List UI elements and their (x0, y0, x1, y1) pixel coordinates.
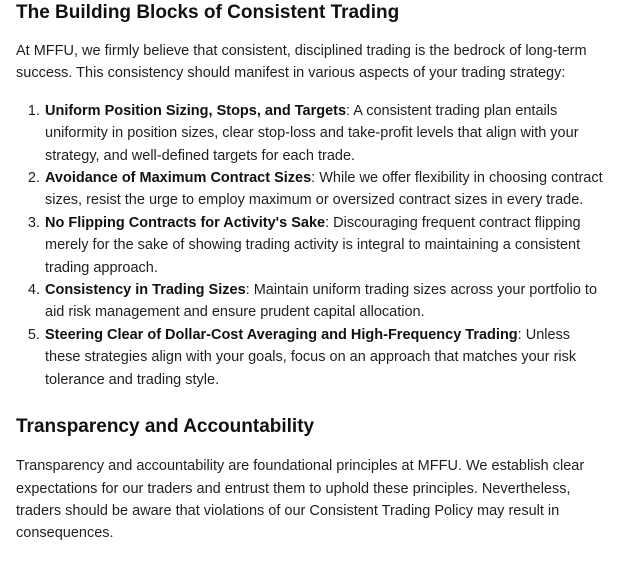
list-item-text: : A consistent trading plan entails uniformity in position sizes, clear stop-loss and take-profit levels that align with your strategy, and well-defined targets for each trade. (45, 102, 579, 164)
section-heading-transparency: Transparency and Accountability (16, 416, 315, 438)
list-item-text: : Maintain uniform trading sizes across your portfolio to aid risk management and ensure prudent capital allocation. (45, 282, 598, 321)
section-heading-building-blocks: The Building Blocks of Consistent Trading (16, 2, 400, 23)
list-item (44, 324, 609, 391)
transparency-paragraph: Transparency and accountability are foundational principles at MFFU. We establish clear expectations for our traders and entrust them to uphold these principles. Nevertheless, traders should be aware that violations of our Consistent Trading Policy may result in consequences. (16, 458, 585, 542)
consistency-list (16, 100, 609, 391)
list-item-title: No Flipping Contracts for Activity's Sake (45, 214, 326, 231)
list-item (44, 167, 609, 212)
list-item (44, 279, 609, 324)
list-item-title: Steering Clear of Dollar-Cost Averaging and High-Frequency Trading (45, 326, 518, 343)
list-item (44, 212, 609, 279)
list-item-title: Uniform Position Sizing, Stops, and Targets (45, 102, 347, 119)
list-item-text: : Unless these strategies align with your goals, focus on an approach that matches your risk tolerance and trading style. (45, 326, 577, 388)
list-item-text: : While we offer flexibility in choosing contract sizes, resist the urge to employ maximum or oversized contract sizes in every trade. (45, 170, 603, 209)
intro-paragraph: At MFFU, we firmly believe that consistent, disciplined trading is the bedrock of long-term success. This consistency should manifest in various aspects of your trading strategy: (16, 43, 587, 82)
list-item-title: Avoidance of Maximum Contract Sizes (45, 170, 312, 187)
list-item-title: Consistency in Trading Sizes (45, 282, 246, 299)
list-item-text: : Discouraging frequent contract flipping merely for the sake of showing trading activity is integral to maintaining a consistent trading approach. (45, 214, 581, 276)
list-item (44, 100, 609, 167)
